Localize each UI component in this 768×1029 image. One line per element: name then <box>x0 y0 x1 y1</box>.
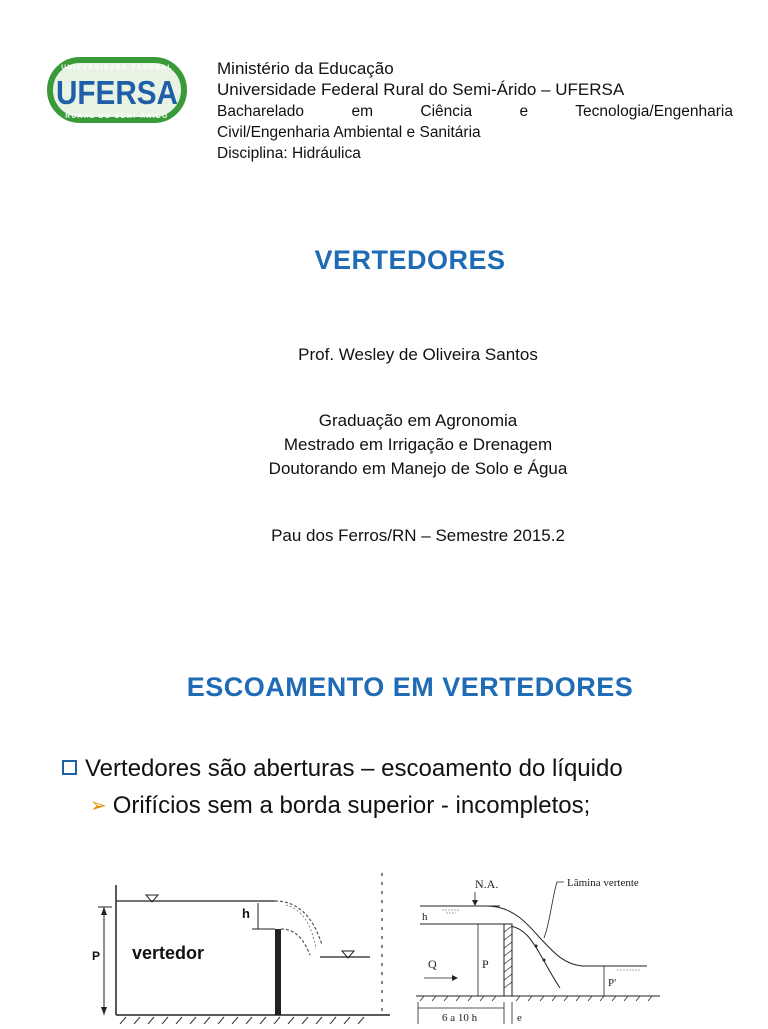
page-title: VERTEDORES <box>314 245 506 275</box>
university-line: Universidade Federal Rural do Semi-Árido – UFERSA <box>217 80 625 99</box>
bullet-text: Vertedores são aberturas – escoamento do líquido <box>85 755 623 782</box>
label-vertedor: vertedor <box>132 943 205 963</box>
weir-profile-figure <box>412 868 682 1024</box>
discipline-line: Disciplina: Hidráulica <box>217 145 361 162</box>
course-line-1: Bacharelado em Ciência e Tecnologia/Engenharia <box>217 103 733 120</box>
credential-3: Doutorando em Manejo de Solo e Água <box>268 459 568 478</box>
logo-text: UFERSA <box>56 74 178 111</box>
label-lamina: Lâmina vertente <box>567 877 639 889</box>
ufersa-logo <box>46 54 188 124</box>
location-semester: Pau dos Ferros/RN – Semestre 2015.2 <box>271 526 565 545</box>
logo-ring-top: UNIVERSIDADE FEDERAL <box>61 64 173 71</box>
label-h-right: h <box>422 911 428 923</box>
institution-header <box>217 58 733 164</box>
weir-tank-figure <box>90 845 390 1024</box>
arrow-bullet-icon: ➢ <box>90 795 107 817</box>
sub-bullet-text: Orifícios sem a borda superior - incompletos; <box>112 792 591 819</box>
ministry-line: Ministério da Educação <box>217 59 394 78</box>
label-p-prime: P' <box>608 977 617 989</box>
credential-1: Graduação em Agronomia <box>318 411 518 430</box>
weir-tank-diagram <box>90 845 390 1024</box>
bullet-item <box>62 755 623 783</box>
logo-ring-bottom: RURAL DO SEMI-ÁRIDO <box>65 113 169 120</box>
sub-bullet-item <box>90 792 590 820</box>
label-p: P <box>92 949 101 963</box>
label-p-right: P <box>482 957 489 971</box>
label-q: Q <box>428 957 437 971</box>
credential-2: Mestrado em Irrigação e Drenagem <box>283 435 553 454</box>
section-title: ESCOAMENTO EM VERTEDORES <box>186 672 634 702</box>
label-distance: 6 a 10 h <box>442 1012 478 1024</box>
ufersa-logo-graphic <box>46 54 188 124</box>
weir-profile-diagram <box>412 868 682 1024</box>
checkbox-bullet-icon <box>62 760 77 775</box>
label-na: N.A. <box>475 877 499 891</box>
author-name: Prof. Wesley de Oliveira Santos <box>298 345 538 364</box>
label-e: e <box>517 1012 522 1024</box>
course-line-2: Civil/Engenharia Ambiental e Sanitária <box>217 124 481 141</box>
label-h: h <box>242 906 250 921</box>
